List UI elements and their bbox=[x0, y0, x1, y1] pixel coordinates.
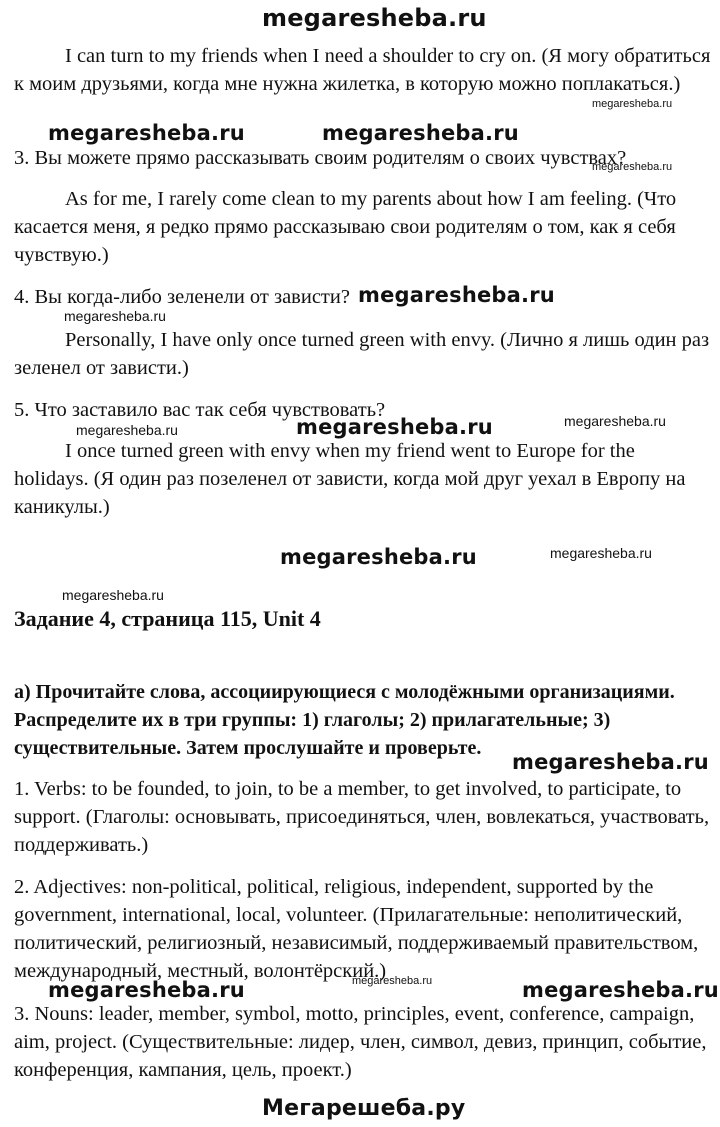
watermark-bold: megaresheba.ru bbox=[522, 978, 719, 1002]
question-5: 5. Что заставило вас так себя чувствовать? bbox=[14, 399, 386, 421]
footer-watermark: Мегарешеба.ру bbox=[262, 1096, 466, 1121]
answer-2: I can turn to my friends when I need a shoulder to cry on. (Я могу обратиться к моим друзьями, когда мне нужна жилетка, в которую можно поплакаться.) bbox=[14, 45, 711, 95]
watermark-small: megaresheba.ru bbox=[76, 422, 178, 438]
nouns-list: 3. Nouns: leader, member, symbol, motto, principles, event, conference, campaign, aim, project. (Существительные: лидер, член, символ, девиз, принцип, событие, конференция, кампания, цель, проект.) bbox=[14, 1003, 707, 1081]
answer-3: As for me, I rarely come clean to my parents about how I am feeling. (Что касается меня, я редко прямо рассказываю свои родителям о том, как я себя чувствую.) bbox=[14, 188, 677, 266]
watermark-small: megaresheba.ru bbox=[564, 413, 666, 429]
watermark-small: megaresheba.ru bbox=[592, 98, 673, 110]
header-watermark: megaresheba.ru bbox=[262, 4, 487, 32]
task-heading: Задание 4, страница 115, Unit 4 bbox=[14, 606, 321, 631]
watermark-bold: megaresheba.ru bbox=[322, 121, 519, 145]
answer-5: I once turned green with envy when my friend went to Europe for the holidays. (Я один раз позеленел от зависти, когда мой друг уехал в Европу на каникулы.) bbox=[14, 440, 686, 518]
watermark-bold: megaresheba.ru bbox=[48, 121, 245, 145]
watermark-bold: megaresheba.ru bbox=[296, 415, 493, 439]
watermark-bold: megaresheba.ru bbox=[512, 750, 709, 774]
watermark-small: megaresheba.ru bbox=[592, 161, 673, 173]
watermark-bold: megaresheba.ru bbox=[358, 283, 555, 307]
task-instruction: a) Прочитайте слова, ассоциирующиеся с молодёжными организациями. Распределите их в три группы: 1) глаголы; 2) прилагательные; 3) существительные. Затем прослушайте и проверьте. bbox=[14, 681, 675, 759]
watermark-bold: megaresheba.ru bbox=[48, 978, 245, 1002]
adjectives-list: 2. Adjectives: non-political, political, religious, independent, supported by the government, international, local, volunteer. (Прилагательные: неполитический, политический, религиозный, независимый, поддерживаемый правительством, международный, местный, волонтёрский.) bbox=[14, 876, 699, 982]
question-4: 4. Вы когда-либо зеленели от зависти? bbox=[14, 286, 350, 308]
watermark-small: megaresheba.ru bbox=[64, 308, 166, 324]
watermark-small: megaresheba.ru bbox=[550, 545, 652, 561]
answer-4: Personally, I have only once turned green with envy. (Лично я лишь один раз зеленел от зависти.) bbox=[14, 329, 710, 379]
watermark-small: megaresheba.ru bbox=[62, 587, 164, 603]
watermark-small: megaresheba.ru bbox=[352, 975, 433, 987]
question-3: 3. Вы можете прямо рассказывать своим родителям о своих чувствах? bbox=[14, 147, 627, 169]
watermark-bold: megaresheba.ru bbox=[280, 545, 477, 569]
verbs-list: 1. Verbs: to be founded, to join, to be a member, to get involved, to participate, to support. (Глаголы: основывать, присоединяться, член, вовлекаться, участвовать, поддерживать.) bbox=[14, 778, 710, 856]
